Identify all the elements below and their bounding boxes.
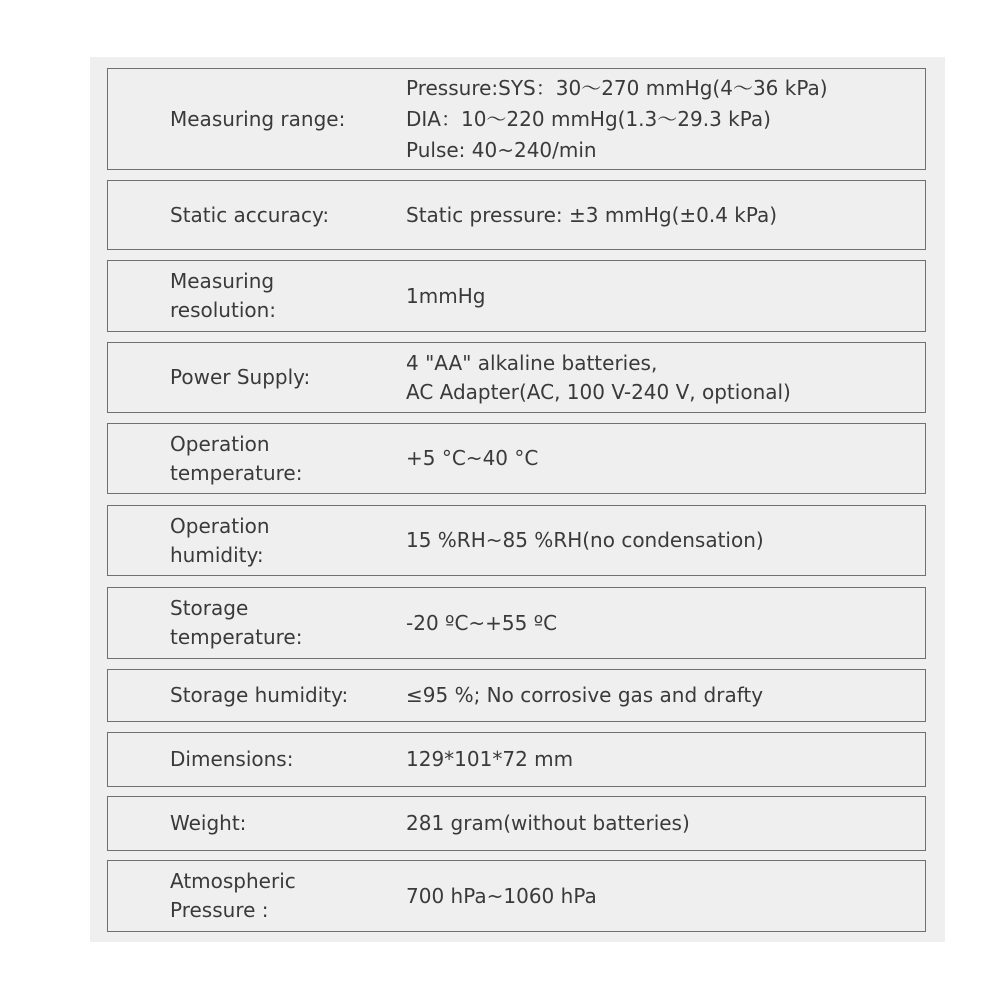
- spec-row: [107, 260, 926, 332]
- spec-value: [406, 809, 690, 838]
- spec-label: [170, 430, 302, 488]
- spec-row: [107, 669, 926, 722]
- spec-label-line: Measuring: [170, 269, 275, 293]
- spec-row: [107, 860, 926, 932]
- spec-label-line: Storage: [170, 596, 249, 620]
- spec-label: [170, 809, 246, 838]
- spec-row: [107, 505, 926, 576]
- spec-row: [107, 587, 926, 659]
- spec-value-line: 281 gram(without batteries): [406, 811, 690, 835]
- spec-value-line: 1mmHg: [406, 283, 486, 308]
- spec-value: [406, 681, 763, 710]
- spec-value-line: 129*101*72 mm: [406, 747, 574, 771]
- spec-label-line: temperature:: [170, 625, 303, 649]
- spec-label-line: Operation: [170, 513, 270, 538]
- spec-label-line: Dimensions:: [170, 747, 294, 771]
- spec-value-line: Static pressure: ±3 mmHg(±0.4 kPa): [406, 202, 778, 227]
- spec-value: [406, 882, 597, 911]
- spec-value: [406, 201, 777, 230]
- spec-value-line: Pressure:SYS：30～270 mmHg(4～36 kPa): [406, 75, 828, 100]
- spec-value: [406, 745, 573, 774]
- spec-label-line: Atmospheric: [170, 869, 296, 893]
- spec-label: [170, 681, 348, 710]
- spec-label: [170, 267, 276, 325]
- spec-value-line: DIA：10～220 mmHg(1.3～29.3 kPa): [406, 106, 771, 131]
- spec-value-line: +5 °C~40 °C: [406, 446, 539, 470]
- spec-value-line: 4 "AA" alkaline batteries,: [406, 350, 658, 375]
- spec-label-line: Static accuracy:: [170, 202, 330, 227]
- spec-label-line: Measuring range:: [170, 106, 346, 131]
- spec-label-line: Power Supply:: [170, 365, 311, 389]
- spec-label: [170, 594, 302, 652]
- spec-label: [170, 867, 296, 925]
- spec-label: [170, 512, 270, 570]
- spec-label-line: Weight:: [170, 811, 247, 835]
- spec-label: [170, 105, 345, 134]
- spec-label-line: Operation: [170, 431, 270, 456]
- spec-row: [107, 180, 926, 250]
- spec-value: [406, 349, 791, 407]
- spec-label: [170, 363, 310, 392]
- spec-value: [406, 73, 828, 166]
- spec-value: [406, 282, 485, 311]
- spec-value: [406, 526, 764, 555]
- spec-label-line: resolution:: [170, 298, 277, 322]
- spec-row: [107, 732, 926, 787]
- spec-row: [107, 423, 926, 494]
- spec-label-line: temperature:: [170, 460, 303, 485]
- spec-value-line: -20 ºC~+55 ºC: [406, 610, 558, 635]
- spec-label-line: Pressure :: [170, 898, 269, 922]
- spec-value-line: 15 %RH~85 %RH(no condensation): [406, 528, 764, 552]
- spec-value-line: 700 hPa~1060 hPa: [406, 883, 597, 908]
- spec-label: [170, 201, 329, 230]
- spec-row: [107, 342, 926, 413]
- spec-label: [170, 745, 293, 774]
- spec-value: [406, 609, 557, 638]
- spec-value-line: ≤95 %; No corrosive gas and drafty: [406, 683, 764, 707]
- spec-value: [406, 444, 538, 473]
- spec-row: [107, 796, 926, 851]
- spec-value-line: Pulse: 40~240/min: [406, 137, 597, 162]
- spec-label-line: humidity:: [170, 542, 264, 567]
- spec-row: [107, 68, 926, 170]
- spec-value-line: AC Adapter(AC, 100 V-240 V, optional): [406, 379, 791, 404]
- spec-label-line: Storage humidity:: [170, 683, 349, 707]
